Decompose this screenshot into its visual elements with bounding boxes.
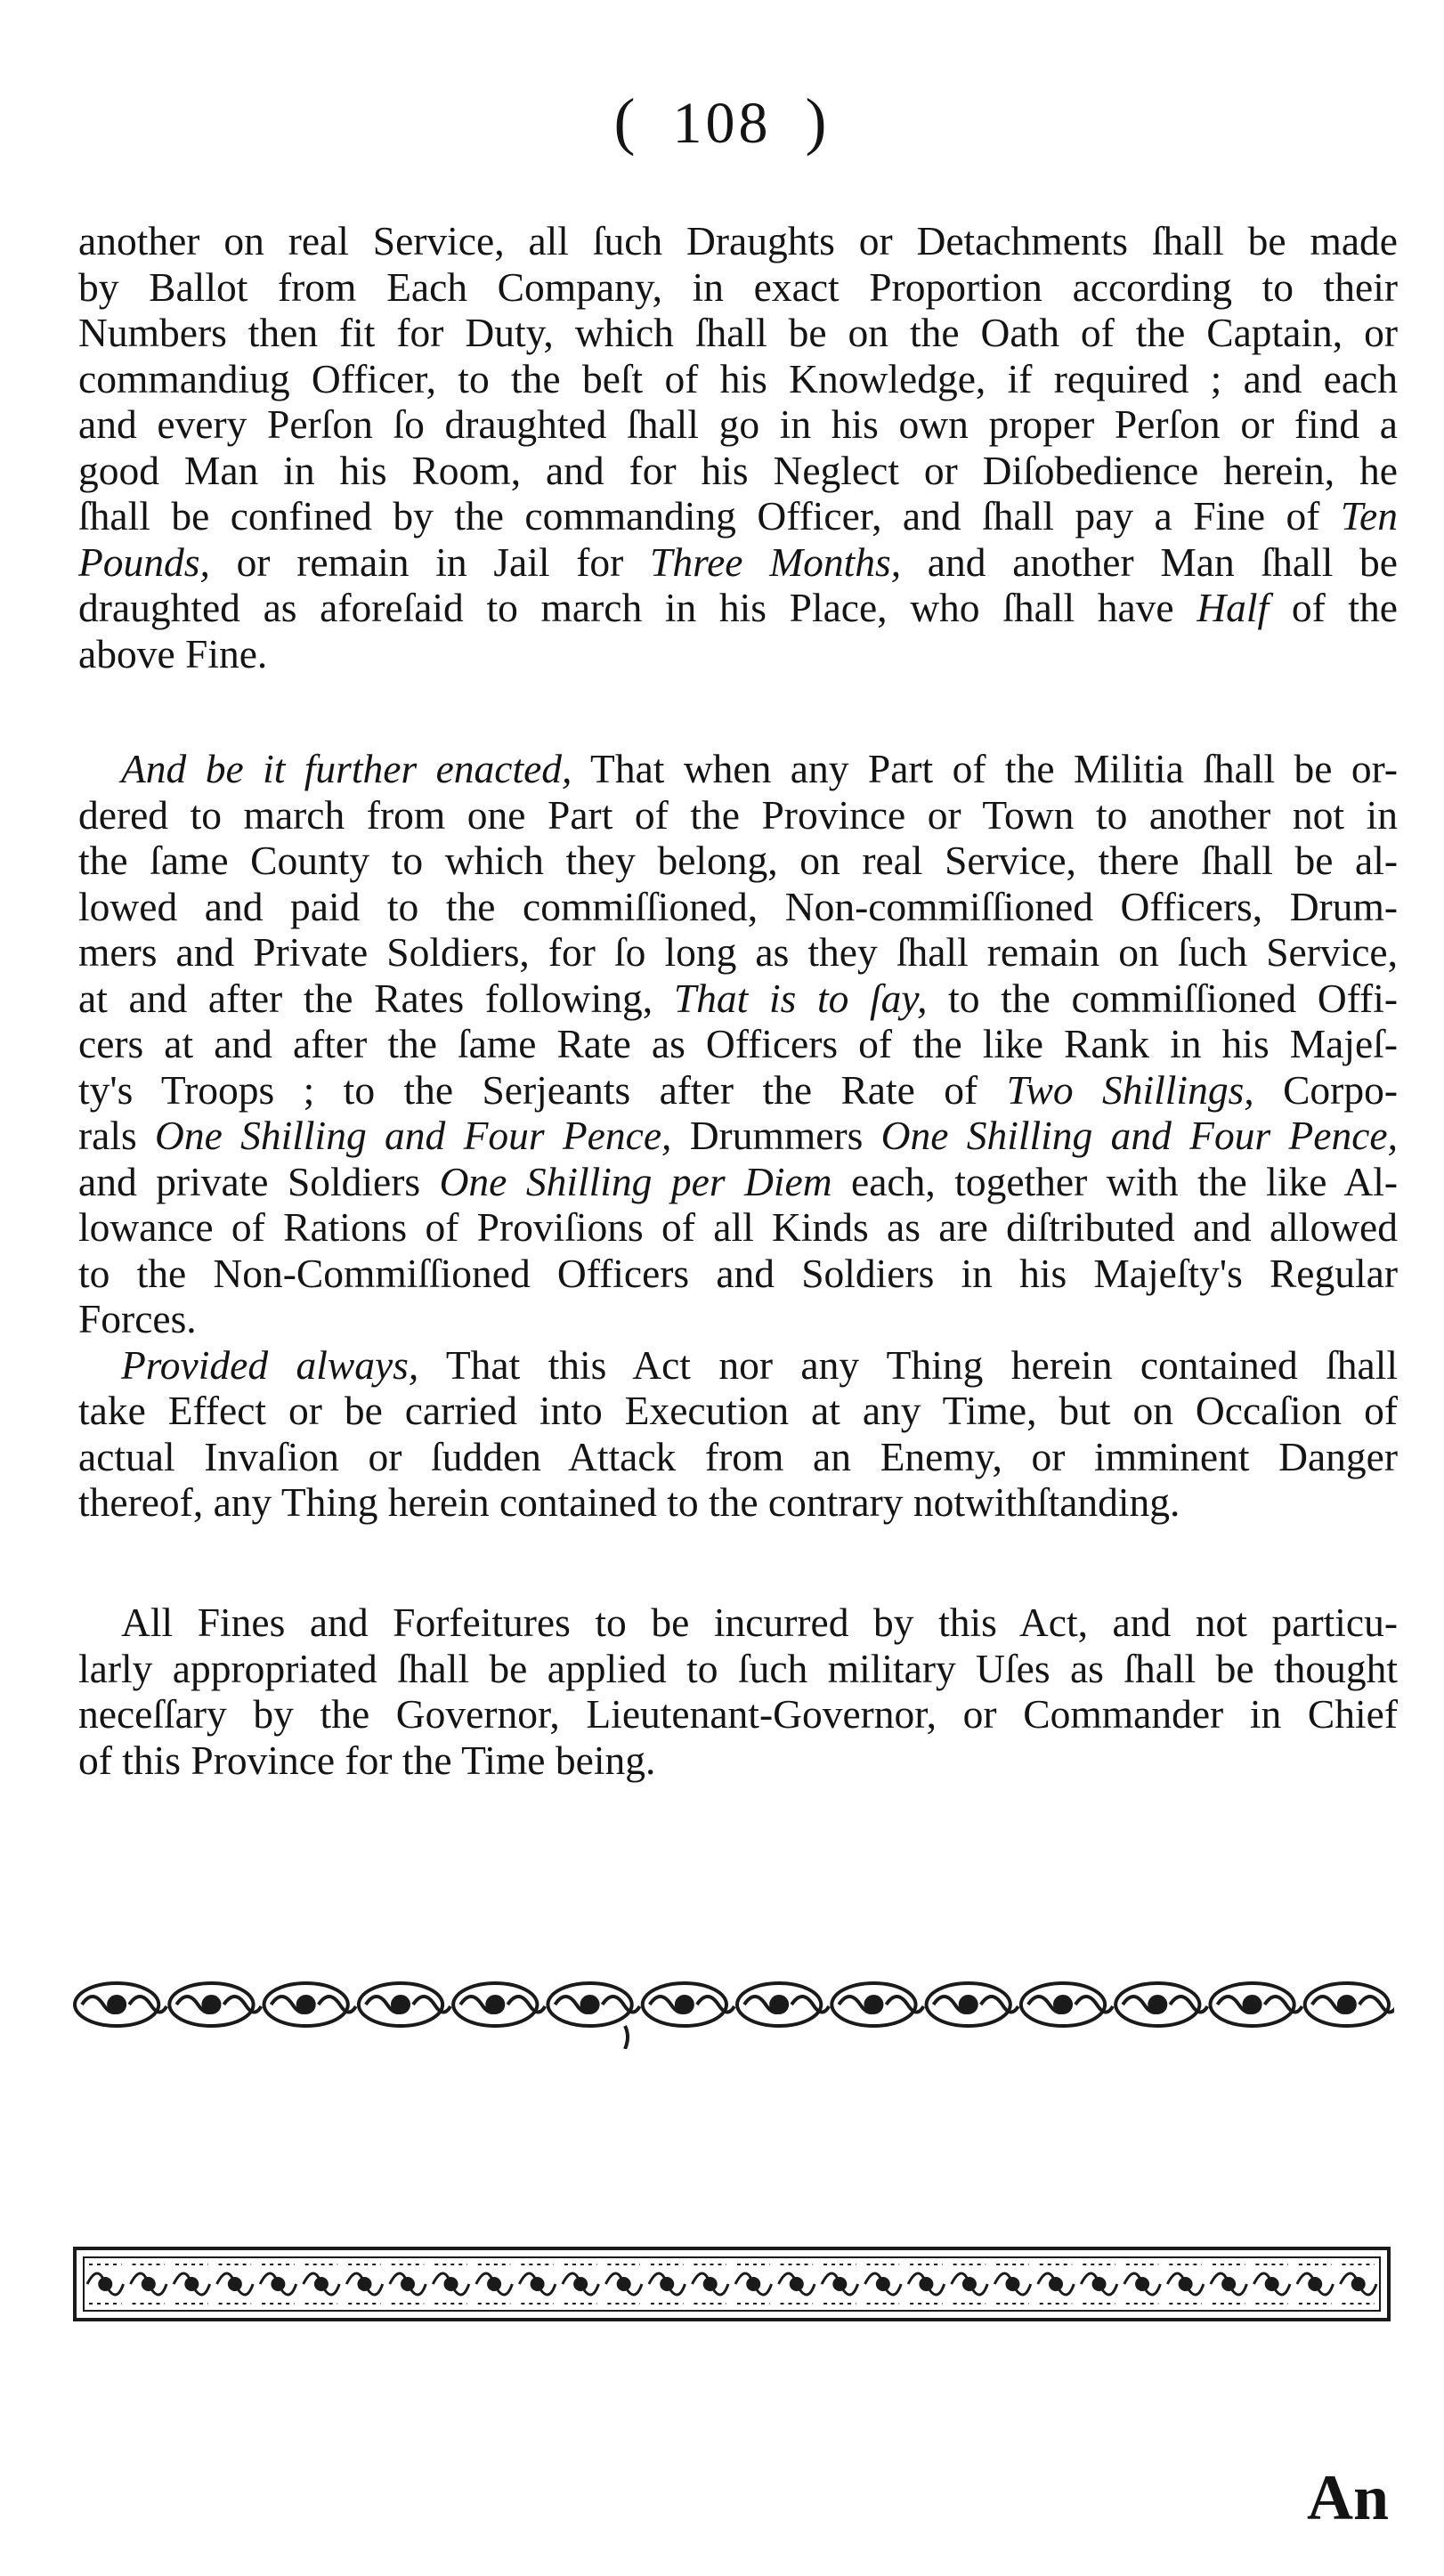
text-run: larly appropriated ſhall be applied to ſuch military Uſes as ſhall be thought (78, 1645, 1398, 1691)
italic-phrase: Three Months, (650, 539, 902, 585)
text-run: ty's Troops ; to the Serjeants after the Rate of (78, 1066, 1007, 1113)
text-line (78, 356, 1398, 402)
text-line (78, 310, 1398, 356)
close-paren: ) (805, 85, 831, 157)
text-line (78, 401, 1398, 448)
text-line (78, 1600, 1398, 1646)
text-line (78, 539, 1398, 586)
text-line (78, 929, 1398, 976)
text-line (78, 1159, 1398, 1205)
text-run: and every Perſon ſo draughted ſhall go in his own proper Perſon or find a (78, 401, 1398, 447)
text-run: rals (78, 1113, 156, 1158)
text-line (78, 884, 1398, 930)
text-block-3 (78, 1600, 1398, 1783)
catchword: An (1306, 2462, 1389, 2533)
text-run: cers at and after the ſame Rate as Officers of the like Rank in his Majeſ- (78, 1021, 1398, 1066)
text-run: and private Soldiers (78, 1158, 440, 1204)
page-number: 108 (672, 91, 772, 156)
text-line (78, 1691, 1398, 1738)
text-run: neceſſary by the Governor, Lieutenant-Governor, or Commander in Chief (78, 1691, 1398, 1737)
text-line (78, 448, 1398, 494)
text-run: by Ballot from Each Company, in exact Proportion according to their (78, 263, 1398, 310)
text-line (78, 1342, 1398, 1389)
text-run: That when any Part of the Militia ſhall be or- (572, 746, 1399, 791)
decorative-border-ornament (69, 2236, 1394, 2334)
text-run: dered to march from one Part of the Province or Town to another not in (78, 791, 1398, 838)
text-line (78, 1113, 1398, 1159)
italic-phrase: One Shilling and Four Pence, (155, 1113, 672, 1158)
text-run: That this Act nor any Thing herein contained ſhall (418, 1341, 1398, 1388)
text-line (78, 1251, 1398, 1297)
text-run: All Fines and Forfeitures to be incurred by this Act, and not particu- (121, 1600, 1398, 1645)
paragraph-fines-forfeitures (78, 1600, 1398, 1783)
text-line (78, 1646, 1398, 1692)
open-paren: ( (613, 85, 639, 157)
text-run: another on real Service, all ſuch Draughts or Detachments ſhall be made (78, 218, 1398, 263)
text-line (78, 631, 1398, 677)
text-run: ſhall be confined by the commanding Officer, and ſhall pay a Fine of (78, 493, 1341, 539)
text-run: draughted as aforeſaid to march in his Place, who ſhall have (78, 585, 1197, 630)
italic-phrase: That is to ſay, (673, 975, 928, 1021)
italic-phrase: Provided always, (121, 1341, 419, 1388)
italic-phrase: Two Shillings, (1006, 1066, 1254, 1113)
text-run: lowance of Rations of Proviſions of all Kinds as are diſtributed and allowed (78, 1204, 1398, 1250)
text-run: above Fine. (78, 630, 268, 676)
text-block-1 (78, 218, 1398, 676)
text-line (78, 264, 1398, 311)
text-run: to the Non-Commiſſioned Officers and Soldiers in his Majeſty's Regular (78, 1250, 1398, 1296)
text-line (78, 1388, 1398, 1434)
text-line (78, 218, 1398, 264)
text-run: Drummers (671, 1113, 881, 1158)
paragraph-provided-always (78, 1342, 1398, 1526)
text-run: commandiug Officer, to the beſt of his Knowledge, if required ; and each (78, 355, 1398, 401)
text-run: mers and Private Soldiers, for ſo long as they ſhall remain on ſuch Service, (78, 929, 1398, 975)
italic-phrase: And be it further enacted, (121, 746, 572, 791)
text-run: actual Invaſion or ſudden Attack from an Enemy, or imminent Danger (78, 1433, 1398, 1479)
paragraph-militia-draughts (78, 218, 1398, 676)
text-run: good Man in his Room, and for his Neglect or Diſobedience herein, he (78, 447, 1398, 493)
text-line (78, 1021, 1398, 1067)
text-line (78, 1296, 1398, 1342)
text-run: take Effect or be carried into Execution at any Time, but on Occaſion of (78, 1388, 1398, 1433)
italic-phrase: Pounds, (78, 539, 210, 585)
paragraph-pay-rates (78, 746, 1398, 1342)
text-line (78, 838, 1398, 884)
italic-phrase: One Shilling and Four Pence, (880, 1113, 1398, 1158)
text-run: thereof, any Thing herein contained to the contrary notwithſtanding. (78, 1479, 1180, 1525)
text-block-2 (78, 746, 1398, 1526)
text-run: at and after the Rates following, (78, 975, 674, 1021)
text-line (78, 1738, 1398, 1784)
text-run: Numbers then fit for Duty, which ſhall be on the Oath of the Captain, or (78, 310, 1398, 355)
italic-phrase: One Shilling per Diem (439, 1158, 832, 1204)
text-run: to the commiſſioned Offi- (927, 975, 1398, 1021)
text-run: and another Man ſhall be (901, 539, 1398, 585)
text-run: the ſame County to which they belong, on real Service, there ſhall be al- (78, 838, 1398, 883)
text-line (78, 1204, 1398, 1251)
text-run: Forces. (78, 1296, 197, 1341)
text-run: lowed and paid to the commiſſioned, Non-commiſſioned Officers, Drum- (78, 883, 1398, 929)
text-line (78, 792, 1398, 838)
text-run: Corpo- (1253, 1066, 1398, 1113)
page-number-header (0, 85, 1444, 158)
text-run: of this Province for the Time being. (78, 1737, 656, 1783)
text-line (78, 585, 1398, 631)
text-line (78, 976, 1398, 1022)
italic-phrase: Half (1197, 585, 1270, 630)
text-run: of the (1269, 585, 1398, 630)
text-line (78, 1067, 1398, 1114)
text-line (78, 493, 1398, 539)
italic-phrase: Ten (1340, 493, 1398, 539)
text-line (78, 746, 1398, 792)
text-run: each, together with the like Al- (832, 1158, 1398, 1204)
text-run: or remain in Jail for (209, 539, 651, 585)
text-line (78, 1479, 1398, 1526)
text-line (78, 1434, 1398, 1480)
floral-ornament-band (69, 1969, 1394, 2049)
